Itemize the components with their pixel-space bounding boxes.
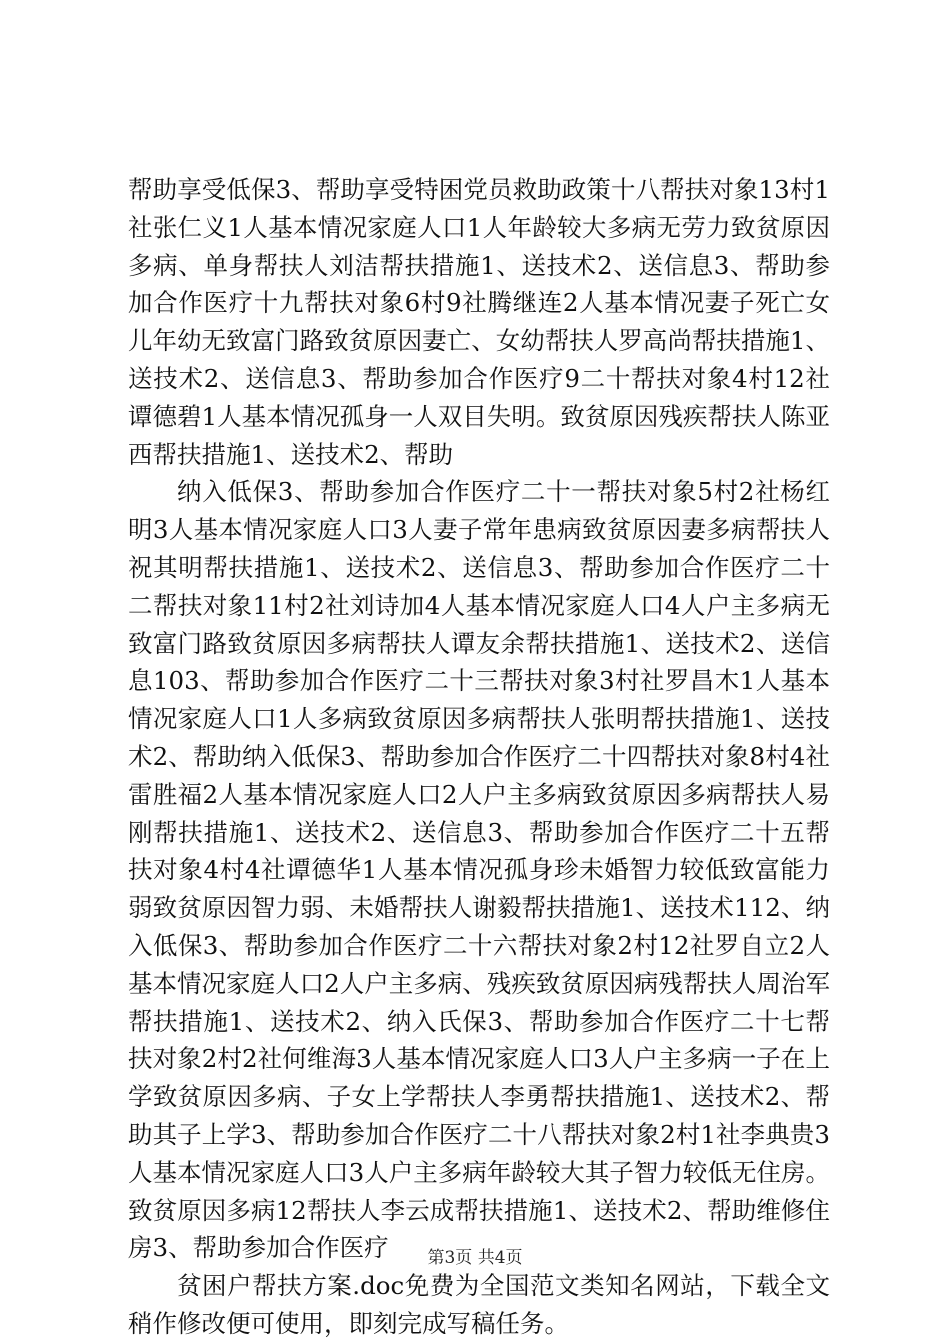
page-number-footer: 第3页 共4页	[427, 1248, 523, 1268]
paragraph-1: 帮助享受低保3、帮助享受特困党员救助政策十八帮扶对象13村1社张仁义1人基本情况家庭人口1人年龄较大多病无劳力致贫原因多病、单身帮扶人刘洁帮扶措施1、送技术2、送信息3、帮助参加合作医疗十九帮扶对象6村9社腾继连2人基本情况妻子死亡女儿年幼无致富门路致贫原因妻亡、女幼帮扶人罗高尚帮扶措施1、送技术2、送信息3、帮助参加合作医疗9二十帮扶对象4村12社谭德碧1人基本情况孤身一人双目失明。致贫原因残疾帮扶人陈亚西帮扶措施1、送技术2、帮助	[128, 175, 830, 469]
paragraph-2: 纳入低保3、帮助参加合作医疗二十一帮扶对象5村2社杨红明3人基本情况家庭人口3人妻子常年患病致贫原因妻多病帮扶人祝其明帮扶措施1、送技术2、送信息3、帮助参加合作医疗二十二帮扶对象11村2社刘诗加4人基本情况家庭人口4人户主多病无致富门路致贫原因多病帮扶人谭友余帮扶措施1、送技术2、送信息103、帮助参加合作医疗二十三帮扶对象3村社罗昌木1人基本情况家庭人口1人多病致贫原因多病帮扶人张明帮扶措施1、送技术2、帮助纳入低保3、帮助参加合作医疗二十四帮扶对象8村4社雷胜福2人基本情况家庭人口2人户主多病致贫原因多病帮扶人易刚帮扶措施1、送技术2、送信息3、帮助参加合作医疗二十五帮扶对象4村4社谭德华1人基本情况孤身珍未婚智力较低致富能力弱致贫原因智力弱、未婚帮扶人谢毅帮扶措施1、送技术112、纳入低保3、帮助参加合作医疗二十六帮扶对象2村12社罗自立2人基本情况家庭人口2人户主多病、残疾致贫原因病残帮扶人周治军帮扶措施1、送技术2、纳入氏保3、帮助参加合作医疗二十七帮扶对象2村2社何维海3人基本情况家庭人口3人户主多病一子在上学致贫原因多病、子女上学帮扶人李勇帮扶措施1、送技术2、帮助其子上学3、帮助参加合作医疗二十八帮扶对象2村1社李典贵3人基本情况家庭人口3人户主多病年龄较大其子智力较低无住房。致贫原因多病12帮扶人李云成帮扶措施1、送技术2、帮助维修住房3、帮助参加合作医疗	[128, 477, 830, 1263]
paragraph-3: 贫困户帮扶方案.doc免费为全国范文类知名网站，下载全文稍作修改便可使用，即刻完成写稿任务。	[128, 1271, 830, 1338]
document-body	[128, 171, 830, 1343]
